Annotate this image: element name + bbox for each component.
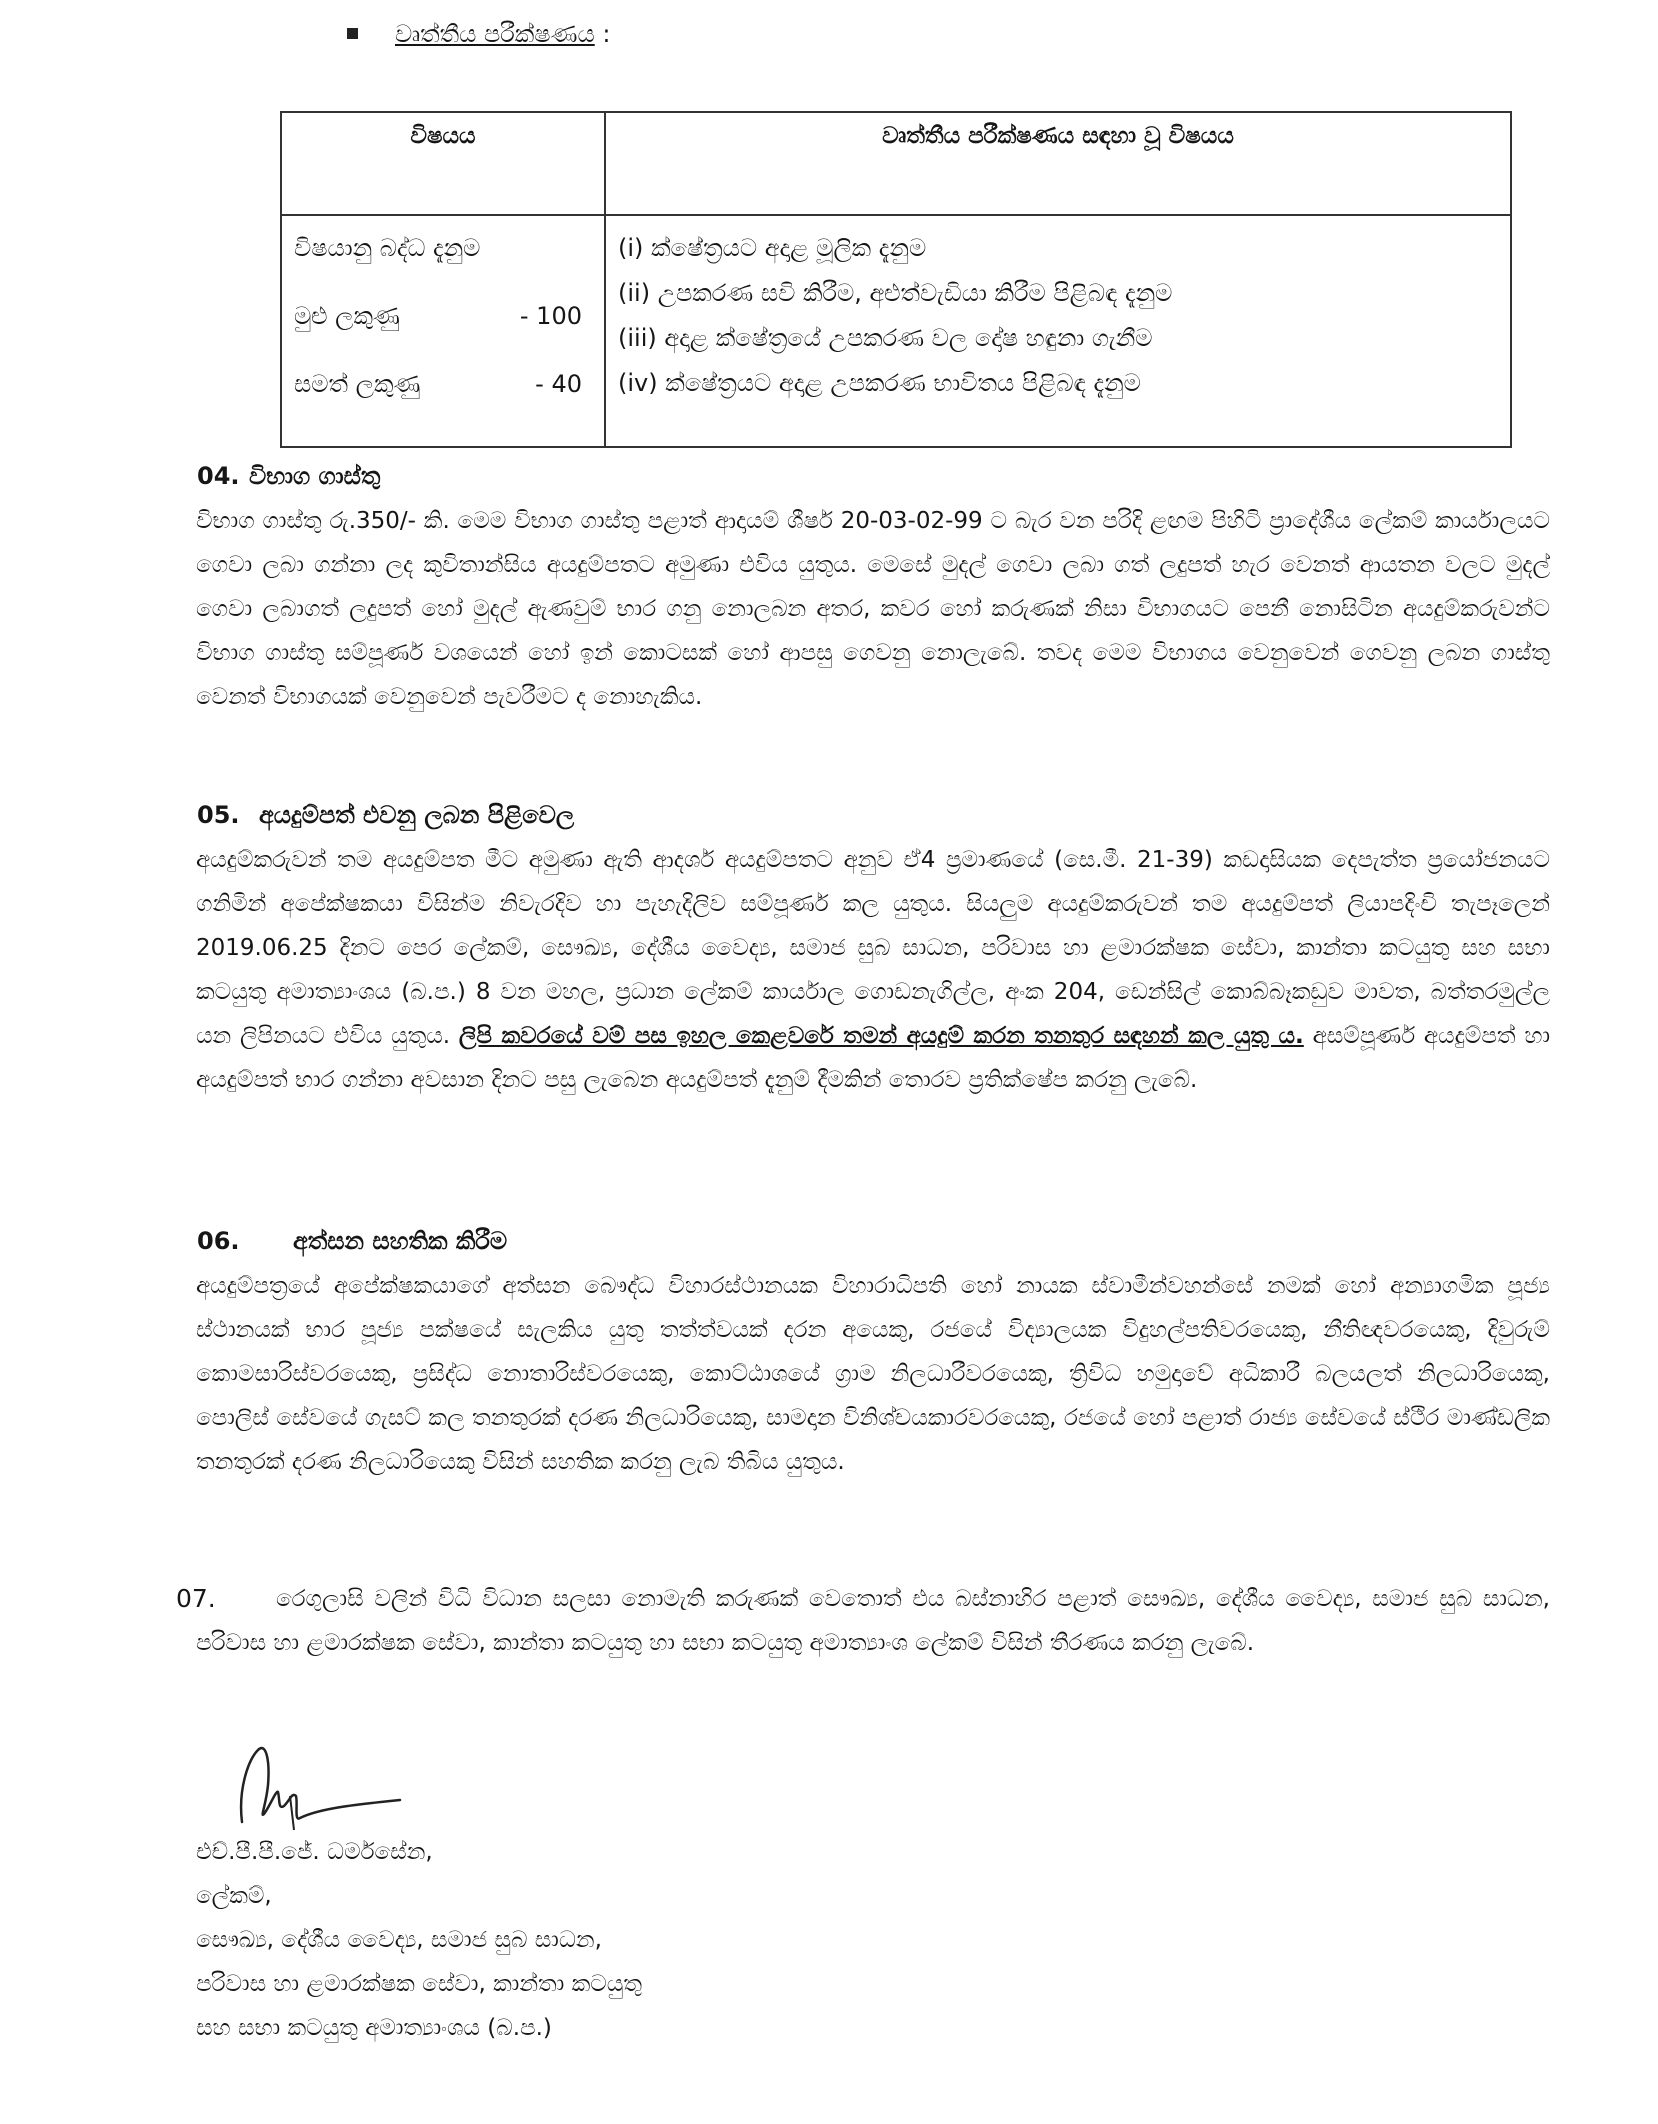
pass-marks: සමත් ලකුණු - 40: [294, 370, 582, 398]
signatory-title: ලේකම්,: [196, 1883, 272, 1909]
table-header-row: [281, 112, 1511, 215]
col-header-practical-subject: වෘත්තීය පරීක්ෂණය සඳහා වූ විෂයය: [605, 112, 1511, 215]
subject-name: විෂයානු බද්ධ දැනුම: [294, 234, 481, 262]
practical-item: (iii) අදාළ ක්ෂේත්‍රයේ උපකරණ වල දෝෂ හඳුනා ගැනීම: [618, 324, 1153, 352]
section-05-heading: 05. අයදුම්පත් එවනු ලබන පිළිවෙල: [197, 801, 575, 829]
bullet-square-icon: [347, 28, 358, 39]
section-04-heading: 04. විභාග ගාස්තු: [197, 462, 381, 490]
section-05-body: අයදුම්කරුවන් තම අයදුම්පත මීට අමුණා ඇති ආදර්ශ අයදුම්පතට අනුව ඒ4 ප්‍රමාණයේ (සෙ.මී. 21-39) කඩදාසියක දෙපැත්ත ප්‍රයෝජනයට ගනිමින් අපේක්ෂකයා විසින්ම නිවැරදිව හා පැහැදිලිව සම්පූර්ණ කල යුතුය. සියලුම අයදුම්කරුවන් තම අයදුම්පත් ලියාපදිංචි තැපෑලෙන් 2019.06.25 දිනට පෙර ලේකම්, සෞඛ්‍ය, දේශීය වෛද්‍ය, සමාජ සුබ සාධන, පරිවාස හා ළමාරක්ෂක සේවා, කාන්තා කටයුතු සහ සභා කටයුතු අමාත්‍යාංශය (බ.ප.) 8 වන මහල, ප්‍රධාන ලේකම් කාර්යාල ගොඩනැගිල්ල, අංක 204, ඩෙන්සිල් කොබ්බෑකඩුව මාවත, බත්තරමුල්ල යන ලිපිනයට එවිය යුතුය. ලිපි කවරයේ වම් පස ඉහල කෙළවරේ තමන් අයදුම් කරන තනතුර සඳහන් කල යුතු ය. අසම්පූර්ණ අයදුම්පත් හා අයදුම්පත් භාර ගන්නා අවසාන දිනට පසු ලැබෙන අයදුම්පත් දැනුම් දීමකින් තොරව ප්‍රතික්ෂේප කරනු ලැබේ.: [196, 847, 1551, 1093]
envelope-instruction: ලිපි කවරයේ වම් පස ඉහල කෙළවරේ තමන් අයදුම් කරන තනතුර සඳහන් කල යුතු ය.: [458, 1023, 1304, 1049]
practical-test-heading: වෘත්තීය පරීක්ෂණය :: [395, 20, 611, 48]
signatory-ministry-line: පරිවාස හා ළමාරක්ෂක සේවා, කාන්තා කටයුතු: [196, 1971, 642, 1997]
practical-subjects-cell: [605, 215, 1511, 447]
practical-item: (i) ක්ෂේත්‍රයට අදාළ මූලික දැනුම: [618, 234, 927, 262]
section-07-body: රෙගුලාසි වලින් විධි විධාන සලසා නොමැති කරුණක් වෙතොත් එය බස්නාහිර පළාත් සෞඛ්‍ය, දේශීය වෛද්‍ය, සමාජ සුබ සාධන, පරිවාස හා ළමාරක්ෂක සේවා, කාන්තා කටයුතු හා සභා කටයුතු අමාත්‍යාංශ ලේකම් විසින් තීරණය කරනු ලැබේ.: [196, 1586, 1550, 1656]
signatory-ministry-line: සෞඛ්‍ය, දේශීය වෛද්‍ය, සමාජ සුබ සාධන,: [196, 1927, 602, 1953]
section-06-body: අයදුම්පත්‍රයේ අපේක්ෂකයාගේ අත්සන බෞද්ධ විහාරස්ථානයක විහාරාධිපති හෝ නායක ස්වාමීන්වහන්සේ නමක් හෝ අන්‍යාගමික පූජ්‍ය ස්ථානයක් භාර පූජ්‍ය පක්ෂයේ සැලකිය යුතු තත්ත්වයක් දරන අයෙකු, රජයේ විද්‍යාලයක විදුහල්පතිවරයෙකු, නීතිඥවරයෙකු, දිවුරුම් කොමසාරිස්වරයෙකු, ප්‍රසිද්ධ නොතාරිස්වරයෙකු, කොට්ඨාශයේ ග්‍රාම නිලධාරීවරයෙකු, ත්‍රිවිධ හමුදාවේ අධිකාරී බලයලත් නිලධාරියෙකු, පොලිස් සේවයේ ගැසට් කල තනතුරක් දරණ නිලධාරියෙකු, සාමදාන විනිශ්චයකාරවරයෙකු, රජයේ හෝ පළාත් රාජ්‍ය සේවයේ ස්ථිර මාණ්ඩලික තනතුරක් දරණ නිලධාරියෙකු විසින් සහතික කරනු ලැබ තිබිය යුතුය.: [196, 1273, 1550, 1475]
practical-item: (ii) උපකරණ සවි කිරීම, අළුත්වැඩියා කිරීම පිළිබඳ දැනුම: [618, 279, 1173, 307]
signatory-block: [196, 1830, 642, 2050]
table-row: [281, 215, 1511, 447]
practical-test-table: [280, 111, 1512, 448]
signatory-name: එච්.පී.පී.ජේ. ධර්මසේන,: [196, 1839, 433, 1865]
handwritten-signature: [220, 1730, 440, 1840]
section-04-body: විභාග ගාස්තු රු.350/- කි. මෙම විභාග ගාස්තු පළාත් ආදායම් ශීර්ෂ 20-03-02-99 ට බැර වන පරිදි ළඟම පිහිටි ප්‍රාදේශීය ලේකම් කාර්යාලයට ගෙවා ලබා ගන්නා ලද කුවිතාන්සිය අයදුම්පතට අමුණා එවිය යුතුය. මෙසේ මුදල් ගෙවා ලබා ගත් ලදුපත් හැර වෙනත් ආයතන වලට මුදල් ගෙවා ලබාගත් ලදුපත් හෝ මුදල් ඇණවුම් භාර ගනු නොලබන අතර, කවර හෝ කරුණක් නිසා විභාගයට පෙනී නොසිටින අයදුම්කරුවන්ට විභාග ගාස්තු සම්පූර්ණ වශයෙන් හෝ ඉන් කොටසක් හෝ ආපසු ගෙවනු නොලැබේ. තවද මෙම විභාගය වෙනුවෙන් ගෙවනු ලබන ගාස්තු වෙනත් විභාගයක් වෙනුවෙන් පැවරීමට ද නොහැකිය.: [196, 508, 1550, 710]
subject-cell: [281, 215, 605, 447]
section-07-number: 07.: [176, 1584, 216, 1613]
section-07: [176, 1577, 1550, 1665]
section-06-heading: 06. අත්සන සහතික කිරීම: [197, 1227, 508, 1255]
col-header-subject: විෂයය: [281, 112, 605, 215]
signatory-ministry-line: සහ සභා කටයුතු අමාත්‍යාංශය (බ.ප.): [196, 2015, 552, 2041]
total-marks: මුළු ලකුණු - 100: [294, 302, 582, 330]
practical-item: (iv) ක්ෂේත්‍රයට අදාළ උපකරණ භාවිතය පිළිබඳ දැනුම: [618, 369, 1141, 397]
